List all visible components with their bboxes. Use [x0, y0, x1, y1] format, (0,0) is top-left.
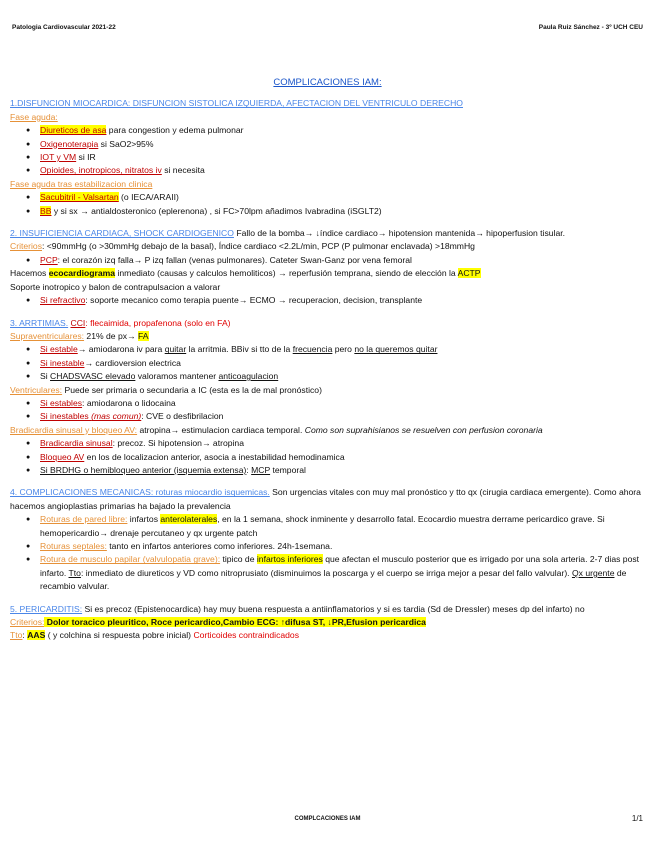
list-item: ● Si estables: amiodarona o lidocaina	[40, 397, 645, 410]
list-item: ● Diureticos de asa para congestion y edema pulmonar	[40, 124, 645, 137]
section-3: 3. ARRTIMIAS. CCI: flecaimida, propafenona (solo en FA)	[10, 317, 231, 328]
eco-line: Hacemos ecocardiograma inmediato (causas y calculos hemoliticos) → reperfusión temprana, siendo de elección la ACTP	[10, 268, 481, 279]
list-item: ● Roturas septales: tanto en infartos anteriores como inferiores. 24h-1semana.	[40, 540, 645, 553]
ventri-line: Ventriculares: Puede ser primaria o secundaria a IC (esta es la de mal pronóstico)	[10, 384, 322, 395]
header-right: Paula Ruiz Sánchez - 3º UCH CEU	[538, 24, 643, 31]
header-left: Patologia Cardiovascular 2021-22	[12, 24, 116, 31]
criterios-line: Criterios: <90mmHg (o >30mmHg debajo de la basal), Índice cardiaco <2.2L/min, PCP (P pulmonar enclavada) >18mmHg	[10, 241, 475, 252]
page-title: COMPLICACIONES IAM:	[273, 77, 382, 88]
list-item: ● Si refractivo: soporte mecanico como terapia puente→ ECMO → recuperacion, decision, transplante	[40, 294, 645, 307]
section-4: 4. COMPLICACIONES MECANICAS: roturas miocardio isquemicas. Son urgencias vitales con muy mal pronóstico y tto qx (cirugia cardiaca emergente). Como ahora hacemos angioplastias primarias ha bajado la prevalencia	[10, 487, 641, 511]
fase-tras-list	[10, 191, 645, 218]
section-5: 5. PERICARDITIS: Si es precoz (Epistenocardica) hay muy buena respuesta a antiinflamatorios y si es tardia (Sd de Dressler) meses dp del infarto) no	[10, 603, 585, 614]
list-item: ● Si inestable→ cardioversion electrica	[40, 357, 645, 370]
list-item: ● Opioides, inotropicos, nitratos iv si necesita	[40, 164, 645, 177]
list-item: ● BB y si sx → antialdosteronico (eplerenona) , si FC>70lpm añadimos Ivabradina (iSGLT2)	[40, 205, 645, 218]
pericarditis-tto: Tto: AAS ( y colchina si respuesta pobre inicial) Corticoides contraindicados	[10, 630, 300, 641]
section-2: 2. INSUFICIENCIA CARDIACA, SHOCK CARDIOGENICO Fallo de la bomba→ ↓índice cardiaco→ hipotension mantenida→ hipoperfusion tisular.	[10, 228, 566, 239]
list-item: ● IOT y VM si IR	[40, 151, 645, 164]
list-item: ● Si estable→ amiodarona iv para quitar la arritmia. BBiv si tto de la frecuencia pero no la queremos quitar	[40, 343, 645, 356]
list-item: ● Si BRDHG o hemibloqueo anterior (isquemia extensa): MCP temporal	[40, 464, 645, 477]
list-item: ● Roturas de pared libre: infartos anterolaterales, en la 1 semana, shock inminente y desarrollo fatal. Ecocardio muestra derrame pericardico grave. Si hemopericardio→ drenaje percutaneo y qx urgente patch	[40, 513, 645, 540]
list-item: ● Sacubitril - Valsartan (o IECA/ARAII)	[40, 191, 645, 204]
list-item: ● Oxigenoterapia si SaO2>95%	[40, 138, 645, 151]
fase-aguda-list	[10, 124, 645, 178]
fase-aguda-label: Fase aguda:	[10, 111, 58, 122]
section-1-heading: 1.DISFUNCION MIOCARDICA: DISFUNCION SISTOLICA IZQUIERDA, AFECTACION DEL VENTRICULO DERECHO	[10, 98, 463, 109]
list-item: ● Bradicardia sinusal: precoz. Si hipotension→ atropina	[40, 437, 645, 450]
fase-tras-label: Fase aguda tras estabilizacion clinica	[10, 178, 153, 189]
brad-line: Bradicardia sinusal y bloqueo AV: atropina→ estimulacion cardiaca temporal. Como son suprahisianos se resuelven con perfusion coronaria	[10, 424, 543, 435]
supra-line: Supraventriculares: 21% de px→ FA	[10, 330, 149, 341]
pericarditis-criterios: Criterios: Dolor toracico pleuritico, Roce pericardico,Cambio ECG: ↑difusa ST, ↓PR,Efusion pericardica	[10, 617, 426, 628]
list-item: ● PCP: el corazón izq falla→ P izq fallan (venas pulmonares). Cateter Swan-Ganz por vena femoral	[40, 254, 645, 267]
footer-title: COMPLCACIONES IAM	[294, 816, 361, 822]
list-item: ● Bloqueo AV en los de localizacion anterior, asocia a inestabilidad hemodinamica	[40, 451, 645, 464]
mecanicas-list	[10, 513, 645, 593]
refractivo-list	[10, 294, 645, 307]
page-number: 1/1	[631, 814, 643, 823]
pcp-list	[10, 254, 645, 267]
brad-list	[10, 437, 645, 477]
soporte-line: Soporte inotropico y balon de contrapulsacion a valorar	[10, 281, 221, 292]
supra-list	[10, 343, 645, 383]
document-body	[10, 76, 645, 643]
ventri-list	[10, 397, 645, 424]
list-item: ● Si inestables (mas comun): CVE o desfibrilacion	[40, 410, 645, 423]
list-item: ● Rotura de musculo papilar (valvulopatia grave): tipico de infartos inferiores que afectan el musculo posterior que es irrigado por una sola arteria. 2-7 dias post infarto. Tto: inmediato de diureticos y VD como nitroprusiato (disminuimos la poscarga y el cuerpo se irriga mejor a pesar del fallo valvular). Qx urgente de recambio valvular.	[40, 553, 645, 593]
list-item: ● Si CHADSVASC elevado valoramos mantener anticoagulacion	[40, 370, 645, 383]
